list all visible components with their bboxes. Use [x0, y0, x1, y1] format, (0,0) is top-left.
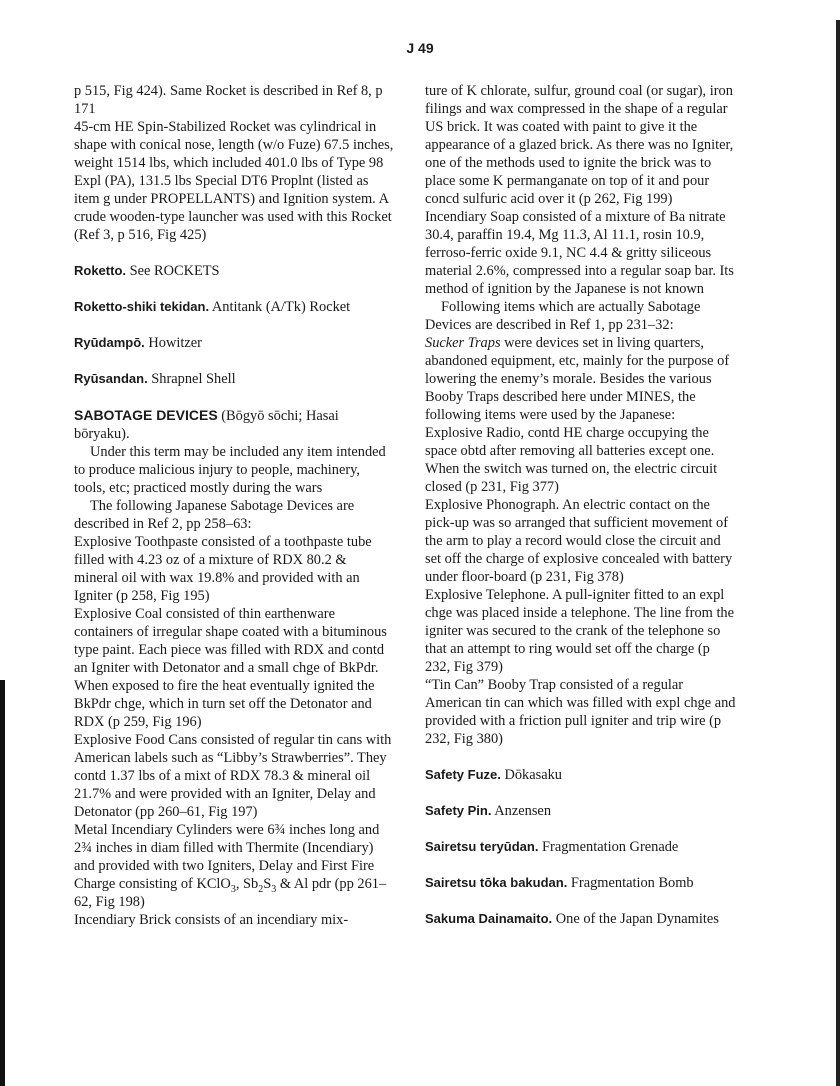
item-tin-can-booby-trap: “Tin Can” Booby Trap consisted of a regular American tin can which was filled with expl chge and provided with a friction pull igniter and trip wire (p 232, Fig 380)	[425, 677, 736, 747]
item-explosive-radio: Explosive Radio, contd HE charge occupying the space obtd after removing all batteries except one. When the switch was turned on, the electric circuit closed (p 231, Fig 377)	[425, 425, 718, 495]
term-sairetsu-teryudan: Sairetsu teryūdan.	[425, 839, 539, 854]
cyl-sub-1: 3	[230, 883, 236, 895]
entry-sairetsu-toka-bakudan	[425, 874, 737, 892]
item-explosive-toothpaste: Explosive Toothpaste consisted of a toothpaste tube filled with 4.23 oz of a mixture of RDX 80.2 & mineral oil with wax 19.8% and provided with an Igniter (p 258, Fig 195)	[74, 534, 372, 604]
item-explosive-phonograph: Explosive Phonograph. An electric contact on the pick-up was so arranged that sufficient movement of the arm to play a record would close the circuit and set off the charge of explosive concealed with battery under floor-board (p 231, Fig 378)	[425, 497, 733, 585]
term-safety-pin: Safety Pin.	[425, 803, 492, 818]
term-ryusandan: Ryūsandan.	[74, 371, 148, 386]
left-column	[74, 82, 394, 929]
entry-sabotage-devices	[74, 406, 394, 443]
term-ryudampo: Ryūdampō.	[74, 335, 145, 350]
term-sairetsu-toka-bakudan: Sairetsu tōka bakudan.	[425, 875, 568, 890]
paragraph-45cm-rocket: 45-cm HE Spin-Stabilized Rocket was cylindrical in shape with conical nose, length (w/o Fuze) 67.5 inches, weight 1514 lbs, which included 401.0 lbs of Type 98 Expl (PA), 131.5 lbs Special DT6 Proplnt (listed as item g under PROPELLANTS) and Ignition system. A crude wooden-type launcher was used with this Rocket (Ref 3, p 516, Fig 425)	[74, 119, 394, 243]
cyl-text-c: S	[263, 876, 272, 892]
def-safety-fuze: Dōkasaku	[500, 767, 563, 783]
cyl-text-b: , Sb	[235, 876, 259, 892]
entry-roketto-shiki	[74, 298, 394, 316]
def-safety-pin: Anzensen	[491, 803, 552, 819]
term-roketto-shiki: Roketto-shiki tekidan.	[74, 299, 210, 314]
entry-roketto	[74, 262, 394, 280]
item-incendiary-soap: Incendiary Soap consisted of a mixture of Ba nitrate 30.4, paraffin 19.4, Mg 11.3, Al 11.1, rosin 10.9, ferroso-ferric oxide 9.1, NC 4.4 & gritty siliceous material 2.6%, compressed into a regular soap bar. Its method of ignition by the Japanese is not known	[425, 209, 734, 297]
entry-ryusandan	[74, 370, 394, 388]
paragraph-sabotage-list-intro: The following Japanese Sabotage Devices are described in Ref 2, pp 258–63:	[74, 498, 355, 532]
entry-sakuma-dainamaito	[425, 910, 737, 928]
item-explosive-coal: Explosive Coal consisted of thin earthenware containers of irregular shape coated with a bituminous type paint. Each piece was filled with RDX and contd an Igniter with Detonator and a small chge of BkPdr. When exposed to fire the heat eventually ignited the BkPdr chge, which in turn set off the Detonator and RDX (p 259, Fig 196)	[74, 606, 387, 730]
def-sakuma-dainamaito: One of the Japan Dynamites	[552, 911, 719, 927]
item-incendiary-brick-start: Incendiary Brick consists of an incendiary mix-	[74, 912, 349, 928]
paragraph-following-items: Following items which are actually Sabotage Devices are described in Ref 1, pp 231–32:	[425, 299, 701, 333]
entry-sairetsu-teryudan	[425, 838, 737, 856]
entry-safety-pin	[425, 802, 737, 820]
def-sabotage-devices: (Bōgyō sōchi; Hasai bōryaku).	[74, 408, 339, 442]
def-sairetsu-toka-bakudan: Fragmentation Bomb	[567, 875, 694, 891]
cyl-text-a: Metal Incendiary Cylinders were 6¾ inches long and 2¾ inches in diam filled with Thermite (Incendiary) and provided with two Igniters, Delay and First Fire Charge consisting of KClO	[74, 822, 380, 892]
def-sucker-traps: were devices set in living quarters, abandoned equipment, etc, mainly for the purpose of lowering the enemy’s morale. Besides the various Booby Traps described here under MINES, the following items were used by the Japanese:	[425, 335, 730, 423]
entry-ryudampo	[74, 334, 394, 352]
term-sucker-traps: Sucker Traps	[425, 335, 501, 351]
term-roketto: Roketto.	[74, 263, 126, 278]
def-ryudampo: Howitzer	[144, 335, 202, 351]
item-sucker-traps	[425, 334, 737, 424]
term-sakuma-dainamaito: Sakuma Dainamaito.	[425, 911, 553, 926]
def-roketto: See ROCKETS	[126, 263, 220, 279]
def-sairetsu-teryudan: Fragmentation Grenade	[538, 839, 679, 855]
entry-safety-fuze	[425, 766, 737, 784]
page-number: J 49	[406, 40, 434, 56]
right-scan-edge	[836, 20, 840, 1086]
def-roketto-shiki: Antitank (A/Tk) Rocket	[209, 299, 351, 315]
item-explosive-food-cans: Explosive Food Cans consisted of regular tin cans with American labels such as “Libby’s Strawberries”. They contd 1.37 lbs of a mixt of RDX 78.3 & mineral oil 21.7% and were provided with an Igniter, Delay and Detonator (pp 260–61, Fig 197)	[74, 732, 392, 820]
paragraph-sabotage-intro: Under this term may be included any item intended to produce malicious injury to people, machinery, tools, etc; practiced mostly during the wars	[74, 444, 386, 496]
right-column	[425, 82, 737, 928]
paragraph-rocket-ref: p 515, Fig 424). Same Rocket is described in Ref 8, p 171	[74, 83, 383, 117]
item-incendiary-cylinders	[74, 821, 394, 911]
cyl-text-d: & Al pdr (pp 261–62, Fig 198)	[74, 876, 387, 910]
def-ryusandan: Shrapnel Shell	[147, 371, 236, 387]
cyl-sub-3: 3	[271, 883, 277, 895]
term-sabotage-devices: SABOTAGE DEVICES	[74, 407, 218, 423]
item-explosive-telephone: Explosive Telephone. A pull-igniter fitted to an expl chge was placed inside a telephone. The line from the igniter was secured to the crank of the telephone so that an attempt to ring would set off the charge (p 232, Fig 379)	[425, 587, 735, 675]
term-safety-fuze: Safety Fuze.	[425, 767, 501, 782]
item-incendiary-brick-cont: ture of K chlorate, sulfur, ground coal (or sugar), iron filings and wax compressed in the shape of a regular US brick. It was coated with paint to give it the appearance of a glazed brick. As there was no Igniter, one of the methods used to ignite the brick was to place some K permanganate on top of it and pour concd sulfuric acid over it (p 262, Fig 199)	[425, 83, 734, 207]
left-scan-edge	[0, 680, 5, 1086]
cyl-sub-2: 2	[258, 883, 264, 895]
